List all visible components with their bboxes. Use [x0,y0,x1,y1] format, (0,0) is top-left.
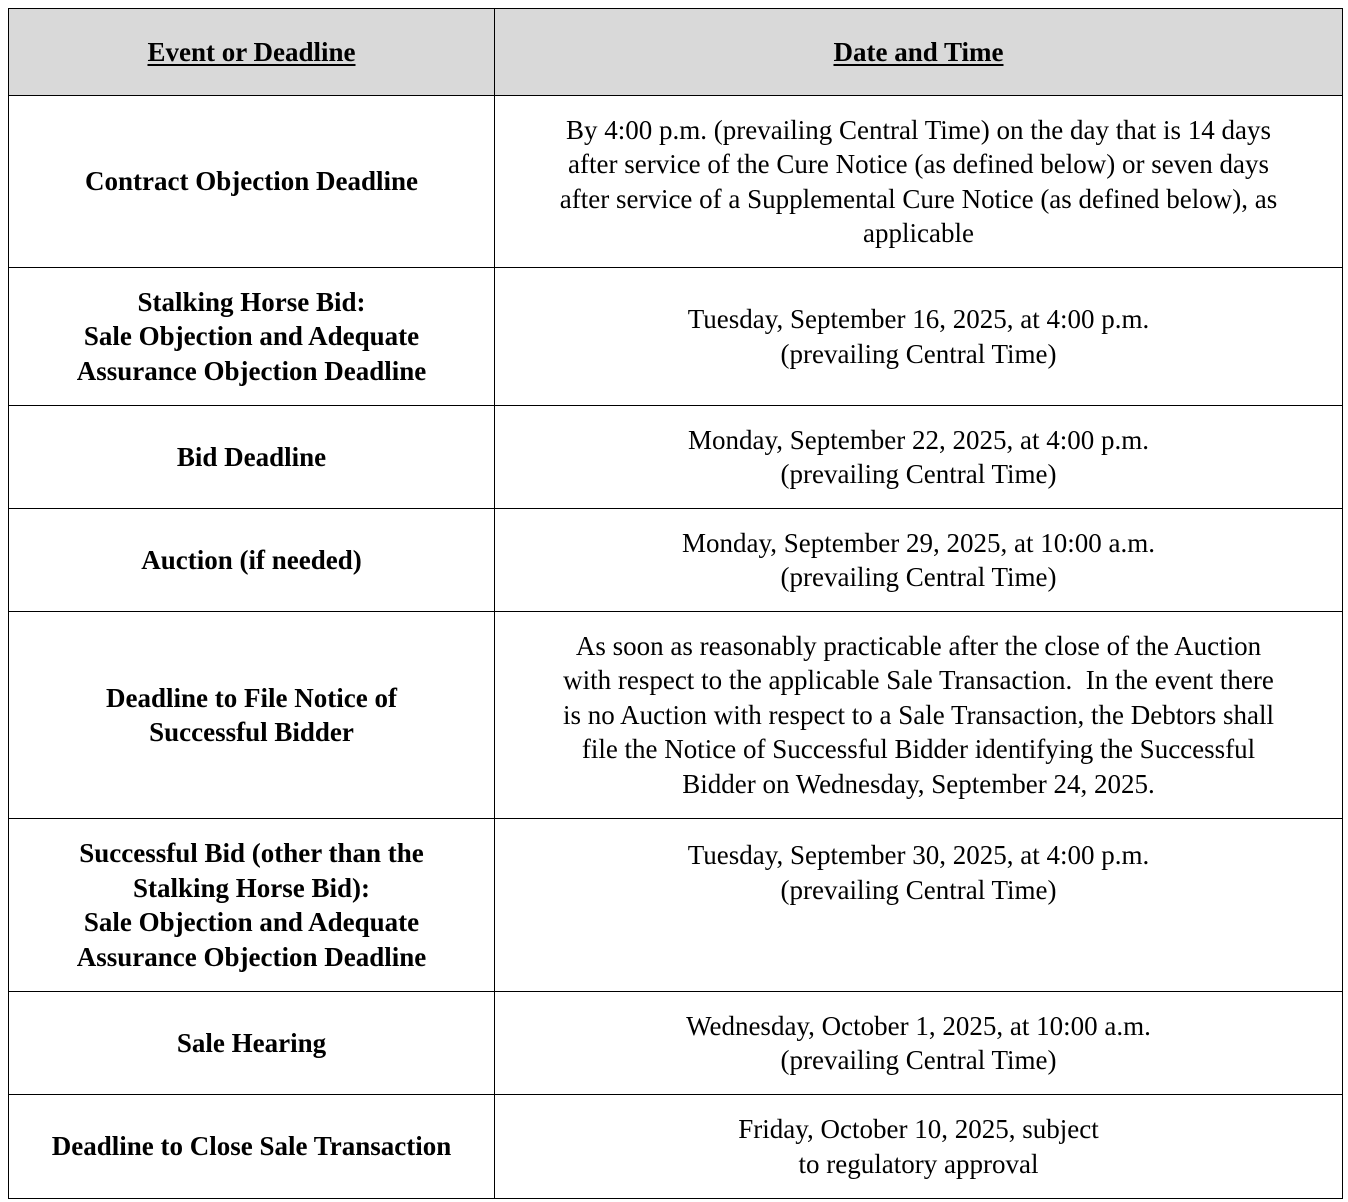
date-cell [495,96,1343,268]
date-cell [495,992,1343,1095]
event-cell [9,406,495,509]
event-cell [9,1095,495,1199]
event-cell [9,612,495,819]
date-line: As soon as reasonably practicable after the close of the Auction [575,630,1262,661]
date-line: to regulatory approval [798,1148,1039,1179]
date-line: file the Notice of Successful Bidder identifying the Successful [581,734,1256,765]
date-cell [495,612,1343,819]
event-line: Auction (if needed) [141,544,362,575]
date-cell [495,819,1343,992]
date-line: with respect to the applicable Sale Transaction. In the event there [563,665,1274,696]
date-cell [495,509,1343,612]
header-row [9,9,1343,96]
event-line: Deadline to Close Sale Transaction [51,1131,452,1162]
date-line: (prevailing Central Time) [780,338,1057,369]
date-line: Wednesday, October 1, 2025, at 10:00 a.m. [686,1010,1151,1041]
table-row [9,992,1343,1095]
date-line: Monday, September 22, 2025, at 4:00 p.m. [688,424,1149,455]
date-line: after service of a Supplemental Cure Notice (as defined below), as [559,183,1278,214]
date-line: (prevailing Central Time) [780,1045,1057,1075]
event-line: Sale Objection and Adequate [83,907,420,937]
date-line: after service of the Cure Notice (as defined below) or seven days [568,149,1269,179]
event-line: Successful Bidder [149,717,354,747]
table-row [9,1095,1343,1199]
date-line: Tuesday, September 16, 2025, at 4:00 p.m. [687,304,1150,334]
date-line: Monday, September 29, 2025, at 10:00 a.m. [682,527,1155,558]
event-line: Deadline to File Notice of [106,682,397,713]
date-line: is no Auction with respect to a Sale Transaction, the Debtors shall [563,699,1274,730]
event-line: Assurance Objection Deadline [76,941,427,972]
event-cell [9,96,495,268]
table-row [9,268,1343,406]
date-line: (prevailing Central Time) [780,459,1057,489]
event-line: Sale Hearing [176,1027,327,1058]
table-body [9,96,1343,1199]
event-line: Contract Objection Deadline [85,166,418,197]
header-event-cell [9,9,495,96]
header-date-cell [495,9,1343,96]
table-header [9,9,1343,96]
date-cell [495,1095,1343,1199]
table-row [9,509,1343,612]
event-line: Sale Objection and Adequate [83,321,420,352]
schedule-table [8,8,1343,1199]
event-cell [9,992,495,1095]
event-line: Stalking Horse Bid: [137,286,366,317]
header-event-label: Event or Deadline [147,36,356,67]
header-date-label: Date and Time [833,36,1004,67]
event-line: Bid Deadline [176,441,327,472]
date-line: By 4:00 p.m. (prevailing Central Time) on the day that is 14 days [566,114,1271,145]
date-cell [495,268,1343,406]
date-line: applicable [863,218,974,248]
date-cell [495,406,1343,509]
table-row [9,819,1343,992]
date-line: Friday, October 10, 2025, subject [738,1114,1099,1144]
event-cell [9,268,495,406]
table-row [9,406,1343,509]
table-row [9,612,1343,819]
date-line: Tuesday, September 30, 2025, at 4:00 p.m. [687,840,1150,870]
event-line: Stalking Horse Bid): [132,872,371,903]
date-line: (prevailing Central Time) [780,874,1057,905]
date-line: (prevailing Central Time) [780,562,1057,592]
table-row [9,96,1343,268]
event-line: Successful Bid (other than the [79,838,424,868]
event-cell [9,509,495,612]
date-line: Bidder on Wednesday, September 24, 2025. [682,768,1155,799]
event-line: Assurance Objection Deadline [76,355,427,386]
event-cell [9,819,495,992]
